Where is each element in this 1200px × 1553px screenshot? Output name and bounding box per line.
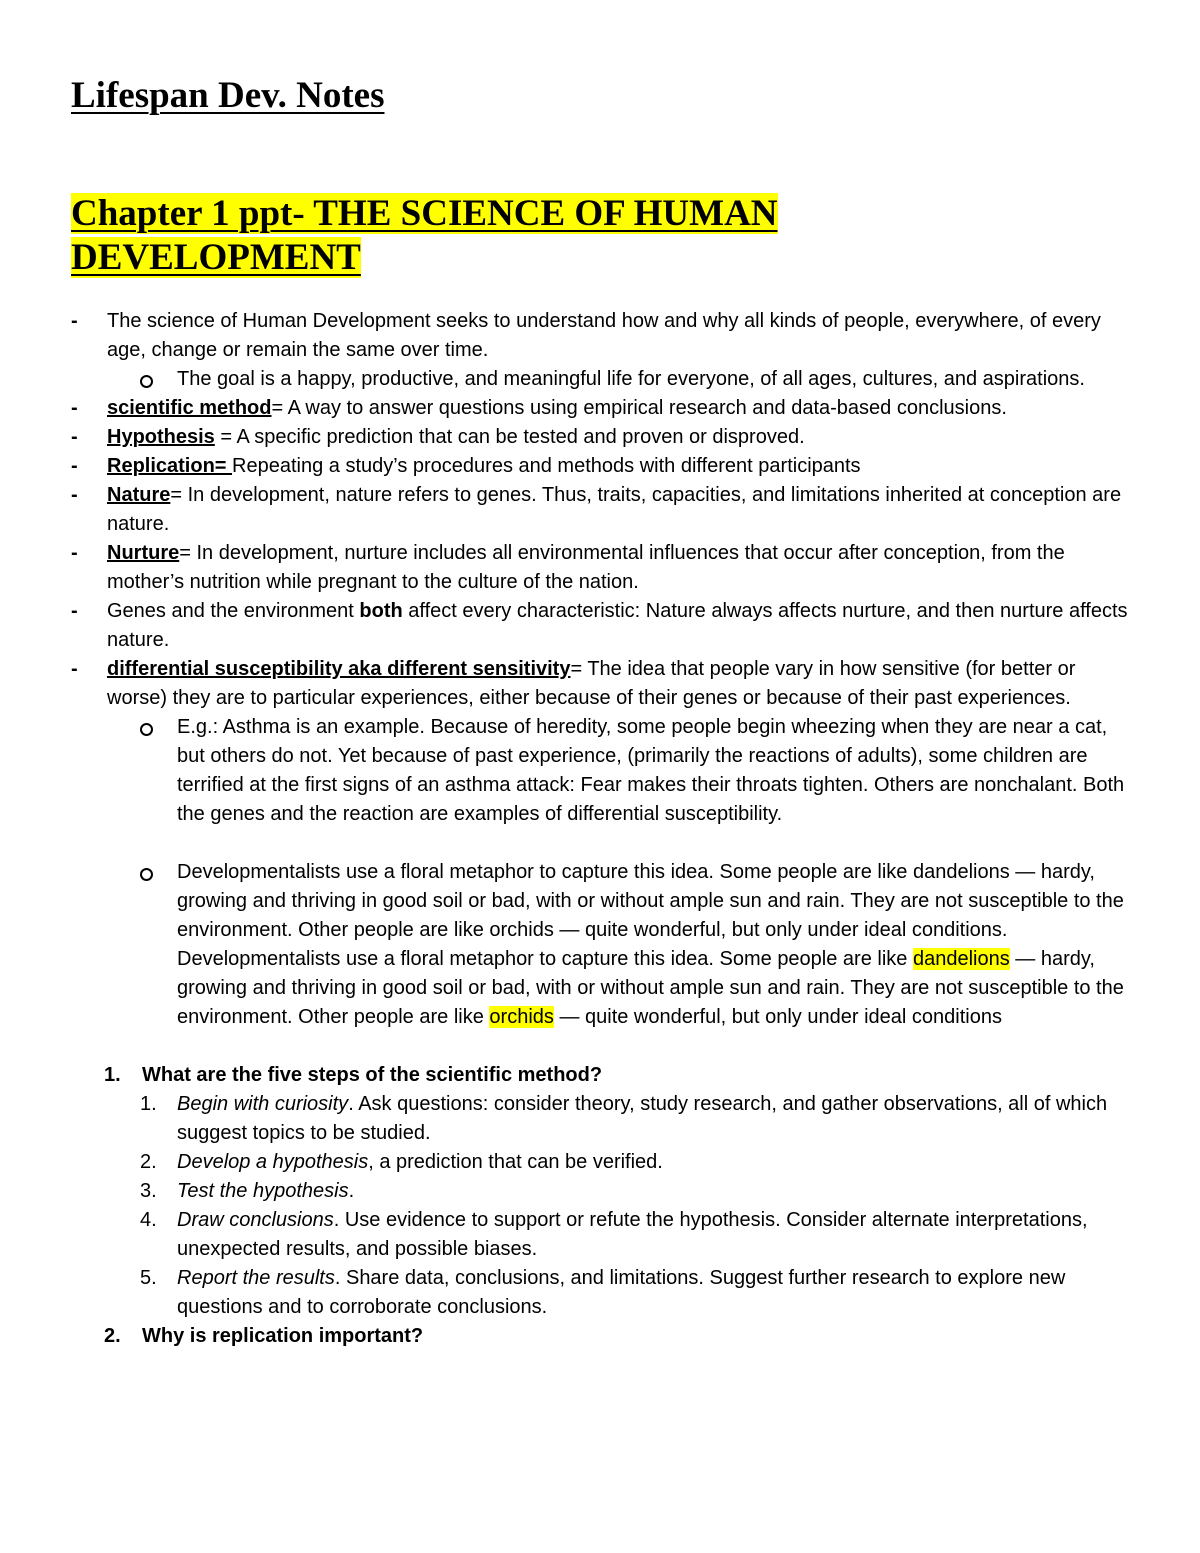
list-item xyxy=(0,423,1200,452)
definition: = The idea that people vary in how sensitive (for better or worse) they are to particular experiences, either because of their genes or because of their past experiences. xyxy=(107,658,1076,709)
list-item xyxy=(0,597,1200,655)
step-number: 1. xyxy=(140,1093,157,1115)
step-title: Report the results xyxy=(177,1267,335,1289)
circle-bullet-icon xyxy=(140,713,180,745)
question-item xyxy=(0,1322,1200,1351)
step-title: Begin with curiosity xyxy=(177,1093,349,1115)
bullet-marker: - xyxy=(71,542,78,564)
step-item xyxy=(0,1090,1200,1148)
step-item xyxy=(0,1206,1200,1264)
note-text: Genes and the environment xyxy=(107,600,360,622)
step-text: . Ask questions: consider theory, study research, and gather observations, all of which suggest topics to be studied. xyxy=(177,1093,1108,1144)
spacer xyxy=(0,1032,1200,1061)
term: differential susceptibility aka different sensitivity xyxy=(107,658,571,680)
question-text: Why is replication important? xyxy=(142,1325,424,1347)
term: Hypothesis xyxy=(107,426,215,448)
definition: Repeating a study’s procedures and methods with different participants xyxy=(232,455,861,477)
term: Replication= xyxy=(107,455,233,477)
definition: = In development, nurture includes all environmental influences that occur after conception, from the mother’s nutrition while pregnant to the culture of the nation. xyxy=(107,542,1065,593)
list-item xyxy=(0,858,1200,1032)
step-text: . xyxy=(348,1180,355,1202)
bullet-marker: - xyxy=(71,455,78,477)
note-text: E.g.: Asthma is an example. Because of heredity, some people begin wheezing when they are near a cat, but others do not. Yet because of past experience, (primarily the reactions of adults), some children are terrified at the first signs of an asthma attack: Fear makes their throats tighten. Others are nonchalant. Both the genes and the reaction are examples of differential susceptibility. xyxy=(177,716,1125,825)
step-text: , a prediction that can be verified. xyxy=(368,1151,663,1173)
bullet-marker: - xyxy=(71,658,78,680)
term: Nature xyxy=(107,484,171,506)
step-number: 4. xyxy=(140,1209,157,1231)
chapter-heading-text: Chapter 1 ppt- THE SCIENCE OF HUMAN DEVELOPMENT xyxy=(71,193,778,278)
list-item xyxy=(0,713,1200,829)
emphasis: both xyxy=(359,600,403,622)
note-text: affect every characteristic: Nature always affects nurture, and then nurture affects nature. xyxy=(107,600,1128,651)
highlighted-word: orchids xyxy=(489,1006,554,1028)
step-title: Develop a hypothesis xyxy=(177,1151,369,1173)
circle-bullet-icon xyxy=(140,858,180,890)
step-number: 2. xyxy=(140,1151,157,1173)
circle-bullet-icon xyxy=(140,365,180,397)
step-title: Test the hypothesis xyxy=(177,1180,349,1202)
step-number: 5. xyxy=(140,1267,157,1289)
list-item xyxy=(0,452,1200,481)
list-item xyxy=(0,394,1200,423)
step-item xyxy=(0,1264,1200,1322)
bullet-marker: - xyxy=(71,397,78,419)
question-number: 1. xyxy=(104,1064,121,1086)
note-text: — quite wonderful, but only under ideal conditions xyxy=(553,1006,1002,1028)
question-item xyxy=(0,1061,1200,1090)
spacer xyxy=(0,829,1200,858)
term: Nurture xyxy=(107,542,180,564)
step-item xyxy=(0,1177,1200,1206)
list-item xyxy=(0,655,1200,713)
question-number: 2. xyxy=(104,1325,121,1347)
step-text: . Use evidence to support or refute the hypothesis. Consider alternate interpretations, unexpected results, and possible biases. xyxy=(177,1209,1088,1260)
note-text: — hardy, growing and thriving in good soil or bad, with or without ample sun and rain. They are not susceptible to the environment. Other people are like xyxy=(177,948,1124,1028)
document-title: Lifespan Dev. Notes xyxy=(71,75,385,116)
note-text: The science of Human Development seeks to understand how and why all kinds of people, everywhere, of every age, change or remain the same over time. xyxy=(107,310,1101,361)
list-item xyxy=(0,365,1200,394)
note-text: Developmentalists use a floral metaphor to capture this idea. Some people are like dandelions — hardy, growing and thriving in good soil or bad, with or without ample sun and rain. They are not susceptible to the environment. Other people are like orchids — quite wonderful, but only under ideal conditions. Developmentalists use a floral metaphor to capture this idea. Some people are like xyxy=(177,861,1124,970)
step-number: 3. xyxy=(140,1180,157,1202)
bullet-marker: - xyxy=(71,310,78,332)
step-item xyxy=(0,1148,1200,1177)
list-item xyxy=(0,481,1200,539)
list-item xyxy=(0,539,1200,597)
chapter-heading xyxy=(71,192,971,280)
definition: = In development, nature refers to genes. Thus, traits, capacities, and limitations inherited at conception are nature. xyxy=(107,484,1122,535)
note-text: The goal is a happy, productive, and meaningful life for everyone, of all ages, cultures, and aspirations. xyxy=(177,368,1085,390)
bullet-marker: - xyxy=(71,484,78,506)
term: scientific method xyxy=(107,397,272,419)
bullet-marker: - xyxy=(71,600,78,622)
bullet-marker: - xyxy=(71,426,78,448)
list-item xyxy=(0,307,1200,365)
definition: = A way to answer questions using empirical research and data-based conclusions. xyxy=(271,397,1007,419)
question-text: What are the five steps of the scientific method? xyxy=(142,1064,603,1086)
notes-body xyxy=(0,307,1200,1351)
steps-list xyxy=(0,1090,1200,1322)
definition: = A specific prediction that can be tested and proven or disproved. xyxy=(214,426,805,448)
step-title: Draw conclusions xyxy=(177,1209,334,1231)
step-text: . Share data, conclusions, and limitations. Suggest further research to explore new questions and to corroborate conclusions. xyxy=(177,1267,1066,1318)
highlighted-word: dandelions xyxy=(912,948,1010,970)
